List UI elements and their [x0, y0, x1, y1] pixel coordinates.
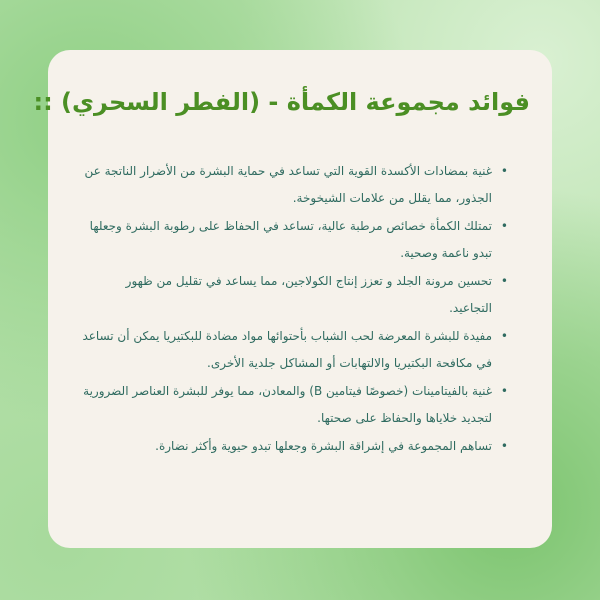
list-item: • غنية بمضادات الأكسدة القوية التي تساعد في حماية البشرة من الأضرار الناتجة عن الجذور، مما يقلل من علامات الشيخوخة. — [80, 158, 492, 212]
list-item: • تساهم المجموعة في إشراقة البشرة وجعلها تبدو حيوية وأكثر نضارة. — [80, 433, 492, 460]
list-item: • غنية بالفيتامينات (خصوصًا فيتامين B) والمعادن، مما يوفر للبشرة العناصر الضرورية لتجديد خلاياها والحفاظ على صحتها. — [80, 378, 492, 432]
list-item: • مفيدة للبشرة المعرضة لحب الشباب بأحتوائها مواد مضادة للبكتيريا يمكن أن تساعد في مكافحة البكتيريا والالتهابات أو المشاكل جلدية الأخرى. — [80, 323, 492, 377]
list-item: • تحسين مرونة الجلد و تعزز إنتاج الكولاجين، مما يساعد في تقليل من ظهور التجاعيد. — [80, 268, 492, 322]
page-title: فوائد مجموعة الكمأة - (الفطر السحري) :: — [33, 88, 530, 116]
list-item: • تمتلك الكمأة خصائص مرطبة عالية، تساعد في الحفاظ على رطوبة البشرة وجعلها تبدو ناعمة وصحية. — [80, 213, 492, 267]
benefits-list — [80, 158, 508, 461]
